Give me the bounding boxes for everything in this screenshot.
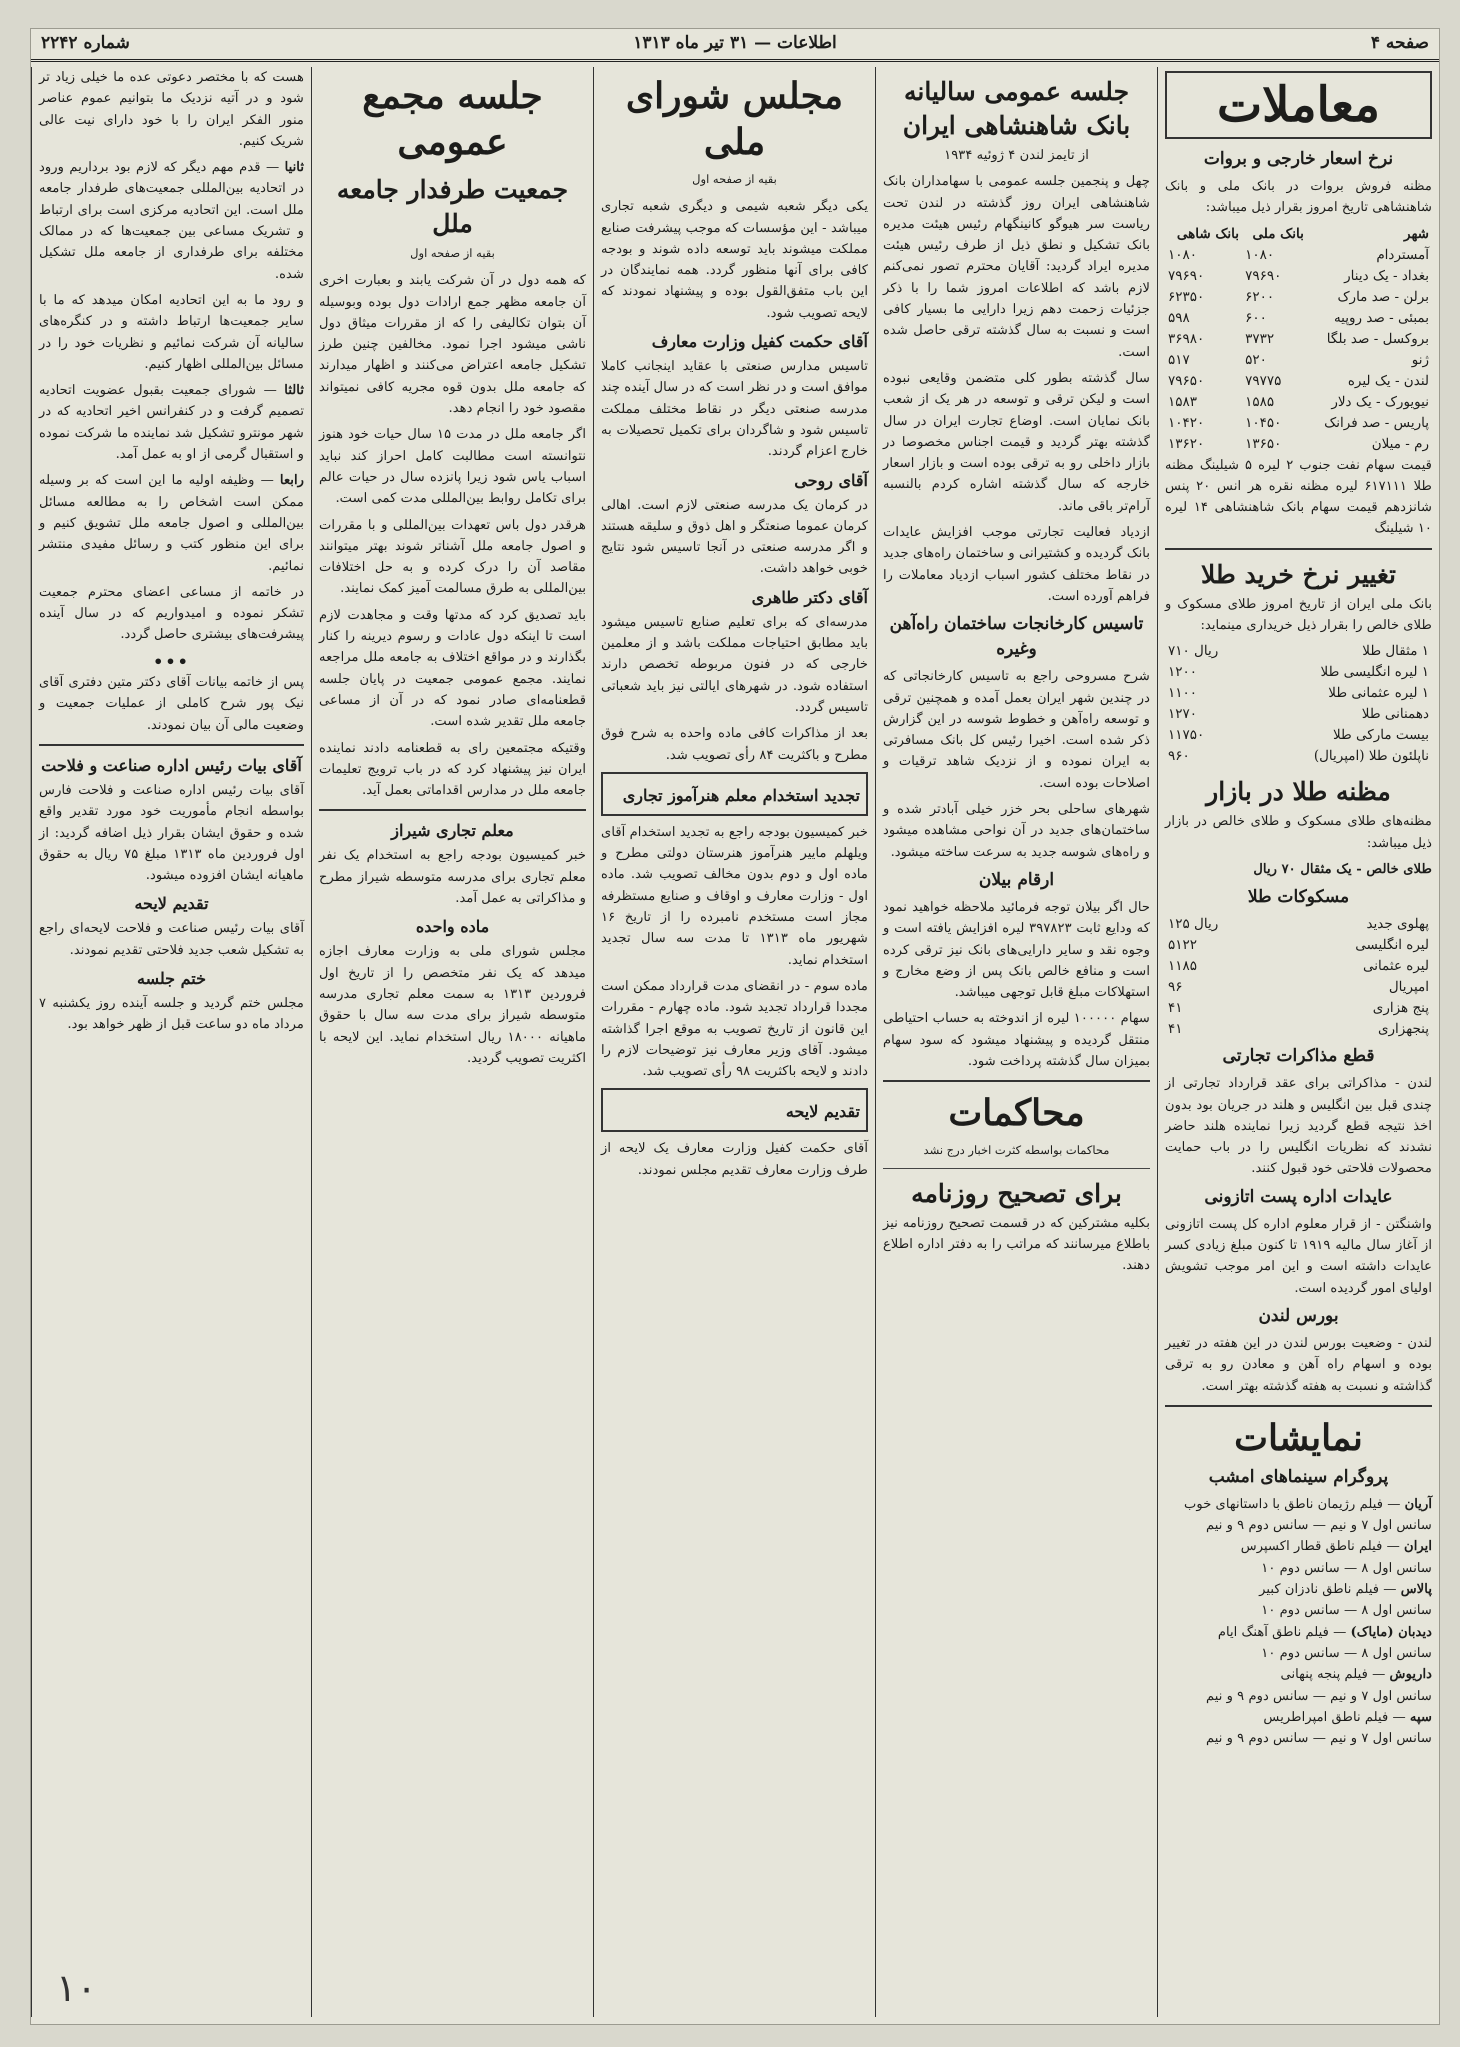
c5-label-2: ثانیا <box>284 160 304 176</box>
cinema-times: سانس اول ۸ — سانس دوم ۱۰ <box>1261 1603 1432 1619</box>
table-row <box>1165 914 1432 935</box>
divider <box>319 809 586 811</box>
rouhi-subtitle: آقای روحی <box>794 470 868 490</box>
table-row <box>1165 641 1432 662</box>
table-row <box>1165 935 1432 956</box>
rate-city: نیویورک - یک دلار <box>1331 393 1429 410</box>
divider <box>1165 1405 1432 1407</box>
column-bank-meeting <box>875 67 1157 2017</box>
cinema-times: سانس اول ۸ — سانس دوم ۱۰ <box>1261 1645 1432 1661</box>
gold-item: ناپلئون طلا (امپریال) <box>1313 748 1429 765</box>
shiraz-teacher-title: معلم تجاری شیراز <box>391 821 514 841</box>
table-row <box>1165 287 1432 308</box>
taheri-subtitle: آقای دکتر طاهری <box>751 587 868 607</box>
rate-shahi: ۳۶۹۸۰ <box>1168 330 1205 347</box>
rate-melli: ۱۰۴۵۰ <box>1245 414 1282 431</box>
c5-label-4: رابعا <box>279 473 305 489</box>
divider <box>883 1168 1150 1169</box>
bayat-title: آقای بیات رئیس اداره صناعت و فلاحت <box>41 755 302 775</box>
table-row <box>1165 308 1432 329</box>
coin-name: لیره عثمانی <box>1362 958 1429 975</box>
cinema-film: فیلم پنجه پنهانی <box>1280 1667 1368 1683</box>
masthead <box>31 29 1439 62</box>
coin-name: لیره انگلیسی <box>1355 937 1429 954</box>
balance-subtitle: ارقام بیلان <box>978 869 1055 890</box>
c5-text-3: و رود ما به این اتحادیه امکان میدهد که ما با سایر جمعیت‌ها ارتباط داشته و در کنگره‌های سالیانه آن شرکت نمائیم و نظریات خود را در مسائل بین‌المللی اظهار کنیم. <box>39 292 304 372</box>
gold-title: تغییر نرخ خرید طلا <box>1200 559 1397 589</box>
rates-table <box>1165 224 1432 455</box>
general-assembly-subtitle: جمعیت طرفدار جامعه ملل <box>336 175 569 238</box>
cinema-film: فیلم ناطق نادزان کبیر <box>1259 1582 1380 1598</box>
list-item: دیدبان (مایاک) — فیلم ناطق آهنگ ایام سانس اول ۸ — سانس دوم ۱۰ <box>1217 1624 1432 1661</box>
rate-city: بروکسل - صد بلگا <box>1326 330 1429 347</box>
page-label: صفحه ۴ <box>1370 33 1429 53</box>
cinema-times: سانس اول ۷ و نیم — سانس دوم ۹ و نیم <box>1205 1688 1432 1704</box>
bill-title: تقدیم لایحه <box>134 894 209 914</box>
factories-subtitle: تاسیس کارخانجات ساختمان راه‌آهن وغیره <box>889 614 1144 660</box>
table-row <box>1165 704 1432 725</box>
rate-melli: ۷۹۷۷۵ <box>1245 372 1282 389</box>
coin-name: پنج هزاری <box>1372 1000 1429 1017</box>
table-row <box>1165 746 1432 767</box>
assembly-text-7: ماده سوم - در انقضای مدت قرارداد ممکن است مجددا قرارداد تجدید شود. ماده چهارم - مقررات این قانون از تاریخ تصویب به موقع اجرا گذاشته میشود. آقای وزیر معارف نیز توضیحات لازم را دادند و لایحه باکثریت ۹۸ رأی تصویب شد. <box>601 978 868 1080</box>
list-item: داریوش — فیلم پنجه پنهانی سانس اول ۷ و نیم — سانس دوم ۹ و نیم <box>1205 1667 1432 1704</box>
rate-melli: ۶۰۰ <box>1245 309 1267 326</box>
bank-text-4: شرح مسروحی راجع به تاسیس کارخانجاتی که در چندین شهر ایران بعمل آمده و همچنین ترقی و توسعه راه‌آهن و خطوط شوسه در این گزارش ذکر شده است. اخیرا رئیس کل بانک مسافرتی به ایران نموده و از نزدیک شاهد ترقیات و اصلاحات بوده است. <box>883 669 1150 791</box>
separator: ••• <box>153 651 190 671</box>
assembly-title: مجلس شورای ملی <box>625 75 844 163</box>
bank-meeting-title: جلسه عمومی سالیانه بانک شاهنشاهی ایران <box>902 77 1131 140</box>
assembly-text-4: مدرسه‌ای که برای تعلیم صنایع تاسیس میشود باید مطابق احتیاجات مملکت باشد و از معلمین خارجی که در فنون مربوطه تخصص دارند استفاده شود. در شهرهای ایالتی نیز باید شعباتی تاسیس گردد. <box>601 614 868 715</box>
cinema-film: فیلم رژیمان ناطق با داستانهای خوب <box>1183 1496 1384 1512</box>
table-row <box>1165 329 1432 350</box>
rate-city: رم - میلان <box>1371 435 1429 452</box>
gold-item: ۱ لیره انگلیسی طلا <box>1320 664 1429 681</box>
gold-price: ۹۶۰ <box>1168 748 1190 765</box>
table-row <box>1165 956 1432 977</box>
rate-shahi: ۷۹۶۵۰ <box>1168 372 1205 389</box>
coin-price: ۴۱ <box>1168 1021 1183 1038</box>
rate-shahi: ۶۲۳۵۰ <box>1168 288 1205 305</box>
column-general-assembly <box>311 67 593 2017</box>
assembly-text-8: آقای حکمت کفیل وزارت معارف یک لایحه از طرف وزارت معارف تقدیم مجلس نمودند. <box>601 1141 868 1178</box>
coin-price: ۹۶ <box>1168 979 1183 996</box>
table-row <box>1165 413 1432 434</box>
rate-city: بمبئی - صد روپیه <box>1333 309 1429 326</box>
cinema-film: فیلم ناطق امپراطریس <box>1263 1709 1389 1725</box>
coins-table <box>1165 914 1432 1040</box>
column-transactions <box>1157 67 1439 2017</box>
bill-box <box>601 1088 868 1132</box>
bank-dateline: از تایمز لندن ۴ ژوئیه ۱۹۳۴ <box>944 148 1089 163</box>
table-row <box>1165 392 1432 413</box>
shows-subtitle: پروگرام سینماهای امشب <box>1208 1466 1389 1487</box>
table-row <box>1165 245 1432 266</box>
rate-shahi: ۵۹۸ <box>1168 309 1190 326</box>
table-row <box>1165 434 1432 455</box>
coin-price: ۴۱ <box>1168 1000 1183 1017</box>
c5-text-2: قدم مهم دیگر که لازم بود برداریم ورود در اتحادیه بین‌المللی جمعیت‌های طرفدار جامعه ملل است. این اتحادیه مرکزی است برای ارتباط و تشریک مساعی بین جمعیت‌ها که در ممالک مختلفه برای طرفداری از جامعه ملل تشکیل شده. <box>39 160 304 282</box>
table-row <box>1165 683 1432 704</box>
gold-table <box>1165 641 1432 767</box>
c5-label-3: ثالثا <box>284 383 305 399</box>
bank-text-3: ازدیاد فعالیت تجارتی موجب افزایش عایدات بانک گردیده و کشتیرانی و ساختمان راه‌های جدید در نقاط مختلف کشور اسباب ازدیاد معاملات را فراهم آورده است. <box>883 525 1150 604</box>
assembly-cont: بقیه از صفحه اول <box>692 172 777 186</box>
market-title: مظنه طلا در بازار <box>1206 777 1391 807</box>
table-row <box>1165 725 1432 746</box>
assembly-text-2: تاسیس مدارس صنعتی با عقاید اینجانب کاملا موافق است و در نظر است که در سال آینده چند مدرسه صنعتی دیگر در نقاط مختلف مملکت تاسیس شود و شاگردان برای تکمیل تحصیلات به خارج اعزام گردند. <box>601 359 868 460</box>
rate-shahi: ۵۱۷ <box>1168 351 1190 368</box>
table-row <box>1165 350 1432 371</box>
rates-footnote: قیمت سهام نفت جنوب ۲ لیره ۵ شیلینگ مظنه طلا ۶۱۷۱۱۱ لیره مظنه نقره هر انس ۲۰ پنس شانزدهم قیمت سهام بانک شاهنشاهی ۱۴ لیره ۱۰ شیلینگ <box>1165 457 1433 537</box>
c5-text-9: آقای بیات رئیس صناعت و فلاحت لایحه‌ای راجع به تشکیل شعب جدید فلاحتی تقدیم نمودند. <box>39 921 304 958</box>
trade-text: لندن - مذاکراتی برای عقد قرارداد تجارتی از چندی قبل بین انگلیس و هلند در جریان بود بدون اخذ نتیجه قطع گردید زیرا نماینده هلند حاضر نشدند که نظریات انگلیس را در باب حمایت محصولات فلاحتی خود قبول کنند. <box>1165 1076 1432 1177</box>
c5-text-5: وظیفه اولیه ما این است که بر وسیله ممکن است اشخاص را به مطالعه مسائل بین‌المللی و اصول جامعه ملل تشویق کنیم و برای این منظور کتب و رسائل مفیدی منتشر نمائیم. <box>39 473 304 574</box>
rate-city: لندن - یک لیره <box>1347 372 1429 389</box>
cinema-name: پالاس <box>1400 1582 1432 1598</box>
session-end-title: ختم جلسه <box>137 968 206 988</box>
ga-text-2: اگر جامعه ملل در مدت ۱۵ سال حیات خود هنوز نتوانسته است مطالبت کامل احراز کند نباید اسباب یاس شود زیرا پانزده سال در حیات عالم برای تکامل روابط بین‌المللی مدت کمی است. <box>319 427 587 507</box>
rate-melli: ۳۷۳۲ <box>1245 330 1275 347</box>
cinema-name: ایران <box>1404 1539 1432 1555</box>
coin-name: پنجهزاری <box>1377 1021 1429 1038</box>
gold-price: ۱۱۷۵۰ <box>1168 727 1205 744</box>
coin-price: ۱۲۵ ریال <box>1168 916 1219 933</box>
coin-name: پهلوی جدید <box>1366 916 1429 933</box>
cinema-times: سانس اول ۷ و نیم — سانس دوم ۹ و نیم <box>1205 1518 1432 1534</box>
table-row <box>1165 1019 1432 1040</box>
ga-text-4: باید تصدیق کرد که مدتها وقت و مجاهدت لازم است تا اینکه دول عادات و رسوم دیرینه را کنار بگذارند و در مواقع اختلاف به جامعه ملل مراجعه نمایند. مجمع عمومی جمعیت در پایان جلسه قطعنامه‌ای صادر نمود که در آن از مساعی جامعه ملل تقدیر شده است. <box>319 607 586 730</box>
c5-text-4: شورای جمعیت بقبول عضویت اتحادیه تصمیم گرفت و در کنفرانس اخیر اتحادیه که در شهر مونترو تشکیل شد نماینده ما شرکت نموده و استقبال گرمی از او به عمل آمد. <box>39 383 304 463</box>
c5-text-10: مجلس ختم گردید و جلسه آینده روز یکشنبه ۷ مرداد ماه دو ساعت قبل از ظهر خواهد بود. <box>39 995 304 1033</box>
bourse-title: بورس لندن <box>1258 1305 1339 1326</box>
rate-shahi: ۱۰۸۰ <box>1168 246 1198 263</box>
general-assembly-title: جلسه مجمع عمومی <box>362 75 543 163</box>
transactions-title: معاملات <box>1165 71 1432 139</box>
table-row <box>1165 662 1432 683</box>
correction-text: بکلیه مشترکین که در قسمت تصحیح روزنامه نیز باطلاع میرسانند که مراتب را به دفتر اداره اطلاع دهند. <box>883 1215 1150 1274</box>
ga-text-5: وقتیکه مجتمعین رای به قطعنامه دادند نماینده ایران نیز پیشنهاد کرد که در باب ترویج تعلیمات جامعه ملل در مدارس اقداماتی بعمل آید. <box>319 740 586 799</box>
revenue-text: واشنگتن - از قرار معلوم اداره کل پست اتازونی از آغاز سال مالیه ۱۹۱۹ تا کنون مبلغ زیادی کسر عایدات داشته است و این امر موجب تشویش اولیای امور گردیده است. <box>1165 1216 1433 1296</box>
assembly-text-1: یکی دیگر شعبه شیمی و دیگری شعبه تجاری میباشد - این مؤسسات که موجب پیشرفت صنایع مملکت میشوند باید توسعه داده شوند و بودجه کافی برای آنها منظور گردد. همه نمایندگان در این باب متفق‌القول بوده و پیشنهاد نمودند که لایحه تصویب شود. <box>601 199 868 321</box>
trade-title: قطع مذاکرات تجارتی <box>1222 1046 1375 1067</box>
rates-header-shahi: بانک شاهی <box>1176 225 1240 242</box>
ga-text-7: مجلس شورای ملی به وزارت معارف اجازه میدهد که یک نفر متخصص را از تاریخ اول فروردین ۱۳۱۳ به سمت معلم تجاری مدرسه متوسطه شیراز برای مدت سه سال با حقوق ماهیانه ۱۸۰۰۰ ریال استخدام نماید. این لایحه با اکثریت تصویب گردید. <box>319 944 587 1066</box>
c5-text-8: آقای بیات رئیس اداره صناعت و فلاحت فارس بواسطه انجام مأموریت خود مورد تقدیر واقع شده و حقوق ایشان بقرار ذیل اضافه گردید: از اول فروردین ماه ۱۳۱۳ مبلغ ۷۵ ریال به حقوق ماهیانه ایشان افزوده میشود. <box>39 782 304 884</box>
bank-text-5: شهرهای ساحلی بحر خزر خیلی آبادتر شده و ساختمان‌های جدید در آن نواحی مشاهده میشود و راه‌های شوسه جدید به سرعت ساخته میشود. <box>883 802 1150 860</box>
coin-price: ۱۱۸۵ <box>1168 958 1198 975</box>
rate-melli: ۱۵۸۵ <box>1245 393 1275 410</box>
courts-note: محاکمات بواسطه کثرت اخبار درج نشد <box>923 1143 1110 1158</box>
gold-item: ۱ مثقال طلا <box>1362 643 1429 660</box>
bill-subtitle: تقدیم لایحه <box>785 1102 860 1122</box>
page-number: ۱۰ <box>56 1966 97 2010</box>
assembly-text-6: خبر کمیسیون بودجه راجع به تجدید استخدام آقای ویلهلم ماییر هنرآموز هنرستان دولتی مطرح و ماده اول و دوم بدون مخالف تصویب شد. ماده اول - وزارت معارف و اوقاف و صنایع مستظرفه مجاز است مستخدم نامبرده را از تاریخ ۱۶ شهریور ماه ۱۳۱۳ تا مدت سه سال تجدید استخدام نماید. <box>601 824 868 968</box>
list-item: آریان — فیلم رژیمان ناطق با داستانهای خوب سانس اول ۷ و نیم — سانس دوم ۹ و نیم <box>1183 1496 1432 1534</box>
coin-name: امپریال <box>1388 979 1429 996</box>
c5-text-7: پس از خاتمه بیانات آقای دکتر متین دفتری آقای نیک پور شرح کاملی از عملیات جمعیت و وضعیت مالی آن بیان نمودند. <box>39 675 304 733</box>
newspaper-page <box>30 28 1440 2025</box>
gold-price: ۷۱۰ ریال <box>1168 643 1219 660</box>
rate-shahi: ۱۵۸۳ <box>1168 393 1198 410</box>
bank-text-7: سهام ۱۰۰۰۰۰ لیره از اندوخته به حساب احتیاطی منتقل گردیده و پیشنهاد میشود که سود سهام بمیزان سال گذشته پرداخت شود. <box>883 1011 1150 1069</box>
cinema-name: آریان <box>1404 1496 1432 1512</box>
rate-melli: ۶۲۰۰ <box>1245 288 1275 305</box>
cinema-times: سانس اول ۸ — سانس دوم ۱۰ <box>1261 1560 1432 1576</box>
rates-note: مظنه فروش بروات در بانک ملی و بانک شاهنشاهی تاریخ امروز بقرار ذیل میباشد: <box>1165 179 1432 216</box>
revenue-title: عایدات اداره پست اتازونی <box>1204 1186 1393 1207</box>
rate-city: ژنو <box>1411 351 1429 368</box>
cinema-name: داریوش <box>1389 1667 1432 1683</box>
gold-item: بیست مارکی طلا <box>1332 727 1429 744</box>
trade-teacher-subtitle: تجدید استخدام معلم هنرآموز تجاری <box>622 785 860 805</box>
divider <box>39 744 304 746</box>
trade-teacher-box <box>601 772 868 816</box>
rate-shahi: ۱۳۶۲۰ <box>1168 435 1205 452</box>
cinema-name: دیدبان (مایاک) <box>1350 1624 1432 1640</box>
table-row <box>1165 977 1432 998</box>
assembly-text-3: در کرمان یک مدرسه صنعتی لازم است. اهالی کرمان عموما صنعتگر و اهل ذوق و سلیقه هستند و اگر مدرسه صنعتی در آنجا تاسیس شود نتایج خوبی خواهد داشت. <box>601 497 868 577</box>
list-item: ایران — فیلم ناطق قطار اکسپرس سانس اول ۸ — سانس دوم ۱۰ <box>1240 1539 1432 1576</box>
rate-city: بغداد - یک دینار <box>1344 267 1429 284</box>
cinema-film: فیلم ناطق آهنگ ایام <box>1217 1624 1329 1640</box>
assembly-text-5: بعد از مذاکرات کافی ماده واحده به شرح فوق مطرح و باکثریت ۸۴ رأی تصویب شد. <box>601 726 868 763</box>
single-article-title: ماده واحده <box>415 917 490 937</box>
pure-gold: طلای خالص - یک مثقال ۷۰ ریال <box>1253 861 1432 877</box>
ga-text-1: که همه دول در آن شرکت یابند و بعبارت اخری آن جامعه مظهر جمع ارادات دول بوده وبوسیله آن بتوان تکالیفی را که از مقررات میثاق دول ناشی میشود اجرا نمود. مخالفین چنین طرز تشکیل جامعه اعتراض می‌کنند و اظهار میدارند که جامعه ملل بدون قوه مجریه کافی نمیتواند مقصود خود را انجام دهد. <box>319 273 586 417</box>
gold-item: دهمنانی طلا <box>1361 706 1429 723</box>
divider <box>1165 548 1432 550</box>
table-row <box>1165 371 1432 392</box>
bank-text-6: حال اگر بیلان توجه فرمائید ملاحظه خواهید نمود که ودایع ثابت ۳۹۷۸۲۳ لیره افزایش یافته است و وجوه نقد و سایر دارایی‌های بانک نیز ترقی کرده است و منافع خالص بانک پس از وضع مخارج و استهلاکات مبلغ قابل توجهی میباشد. <box>883 899 1151 1001</box>
table-row <box>1165 998 1432 1019</box>
correction-title: برای تصحیح روزنامه <box>911 1178 1122 1208</box>
bourse-text: لندن - وضعیت بورس لندن در این هفته در تغییر بوده و اسهام راه آهن و معادن رو به ترقی گذاشته و نسبت به هفته گذشته بهتر است. <box>1165 1335 1432 1394</box>
gold-price: ۱۲۰۰ <box>1168 664 1198 681</box>
rate-city: برلن - صد مارک <box>1337 288 1429 305</box>
column-continued: هست که با مختصر دعوتی عده ما خیلی زیاد تر شود و در آتیه نزدیک ما بتوانیم عموم عناصر منور الفکر ایران را با خود دارای نیت عالی شریک کنیم. ثانیا — قدم مهم دیگر که لازم بود برداریم ورود در اتحادیه بین‌المللی جمعیت‌های طرفدار جامعه ملل است. این اتحادیه مرکزی است برای ارتباط و تشریک مساعی بین جمعیت‌ها که در ممالک مختلفه برای طرفداری از جامعه ملل تشکیل شده. و رود ما به این اتحادیه امکان میدهد که ما با سایر جمعیت‌ها ارتباط داشته و در کنگره‌های سالیانه آن شرکت نمائیم و نظریات خود را در مسائل بین‌المللی اظهار کنیم. ثالثا — شورای جمعیت بقبول عضویت اتحادیه تصمیم گرفت و در کنفرانس اخیر اتحادیه که در شهر مونترو تشکیل شد نماینده ما شرکت نموده و استقبال گرمی از او به عمل آمد. رابعا — وظیفه اولیه ما این است که بر وسیله ممکن است اشخاص را به مطالعه مسائل بین‌المللی و اصول جامعه ملل تشویق کنیم و برای این منظور کتب و رسائل مفیدی منتشر نمائیم. در خاتمه از مساعی اعضای محترم جمعیت تشکر نموده و امیدواریم که در سال آینده پیشرفت‌های بیشتری حاصل گردد. ••• پس از خاتمه بیانات آقای دکتر متین دفتری آقای نیک پور شرح کاملی از عملیات جمعیت و وضعیت مالی آن بیان نمودند. آقای بیات رئیس اداره صناعت و فلاحت آقای بیات رئیس اداره صناعت و فلاحت فارس بواسطه انجام مأموریت خود مورد تقدیر واقع شده و حقوق ایشان بقرار ذیل اضافه گردید: از اول فروردین ماه ۱۳۱۳ مبلغ ۷۵ ریال به حقوق ماهیانه ایشان افزوده میشود. تقدیم لایحه آقای بیات رئیس صناعت و فلاحت لایحه‌ای راجع به تشکیل شعب جدید فلاحتی تقدیم نمودند. ختم جلسه مجلس ختم گردید و جلسه آینده روز یکشنبه ۷ مرداد ماه دو ساعت قبل از ظهر خواهد بود. <box>31 67 311 2017</box>
cinema-times: سانس اول ۷ و نیم — سانس دوم ۹ و نیم <box>1205 1731 1432 1747</box>
cinema-film: فیلم ناطق قطار اکسپرس <box>1240 1539 1383 1555</box>
ga-text-6: خبر کمیسیون بودجه راجع به استخدام یک نفر معلم تجاری برای مدرسه متوسطه شیراز مطرح و مذاکراتی به عمل آمد. <box>319 848 586 907</box>
rates-header-row <box>1165 224 1432 245</box>
c5-text-1: هست که با مختصر دعوتی عده ما خیلی زیاد تر شود و در آتیه نزدیک ما بتوانیم عموم عناصر منور الفکر ایران را با خود دارای نیت عالی شریک کنیم. <box>39 70 304 149</box>
courts-title: محاکمات <box>948 1092 1085 1135</box>
gold-price: ۱۲۷۰ <box>1168 706 1198 723</box>
coin-price: ۵۱۲۲ <box>1168 937 1198 954</box>
rate-shahi: ۷۹۶۹۰ <box>1168 267 1205 284</box>
market-text: مظنه‌های طلای مسکوک و طلای خالص در بازار ذیل میباشد: <box>1165 814 1432 851</box>
newspaper-date: اطلاعات — ۳۱ تیر ماه ۱۳۱۳ <box>633 33 837 53</box>
rates-header-melli: بانک ملی <box>1252 225 1304 242</box>
list-item: سپه — فیلم ناطق امپراطریس سانس اول ۷ و نیم — سانس دوم ۹ و نیم <box>1205 1709 1432 1747</box>
hekmat-subtitle: آقای حکمت کفیل وزارت معارف <box>651 332 868 352</box>
rate-shahi: ۱۰۴۲۰ <box>1168 414 1205 431</box>
list-item: پالاس — فیلم ناطق نادزان کبیر سانس اول ۸ — سانس دوم ۱۰ <box>1259 1582 1432 1619</box>
rates-header-city: شهر <box>1404 225 1429 242</box>
gold-item: ۱ لیره عثمانی طلا <box>1328 685 1429 702</box>
cinema-name: سپه <box>1409 1709 1432 1725</box>
general-assembly-cont: بقیه از صفحه اول <box>410 246 495 260</box>
bank-text-1: چهل و پنجمین جلسه عمومی با سهامداران بانک شاهنشاهی ایران روز گذشته در لندن تحت ریاست سر هیوگو کانینگهام رئیس هیئت مدیره بانک تشکیل و نطق ذیل از طرف رئیس هیئت مدیره ایراد گردید: آقایان محترم تصور نمی‌کنم لازم باشد که اطلاعات امروز شما را با ذکر جزئیات زحمت دهم زیرا دارایی ما بسیار کافی است و نسبت به سال گذشته ترقی حاصل شده است. <box>883 174 1150 360</box>
rates-title: نرخ اسعار خارجی و بروات <box>1203 149 1394 169</box>
shows-title: نمایشات <box>1234 1416 1363 1459</box>
ga-text-3: هرقدر دول باس تعهدات بین‌المللی و با مقررات و اصول جامعه ملل آشناتر شوند بهتر میتوانند مقاصد آن را درک کرده و به حل اختلافات بین‌المللی به طرق مسالمت آمیز کمک نمایند. <box>319 517 586 597</box>
gold-price: ۱۱۰۰ <box>1168 685 1198 702</box>
rate-city: پاریس - صد فرانک <box>1324 414 1429 431</box>
divider <box>883 1080 1150 1082</box>
c5-text-6: در خاتمه از مساعی اعضای محترم جمعیت تشکر نموده و امیدواریم که در سال آینده پیشرفت‌های بیشتری حاصل گردد. <box>39 584 304 643</box>
rate-melli: ۱۳۶۵۰ <box>1245 435 1282 452</box>
rate-city: آمستردام <box>1376 246 1429 263</box>
rate-melli: ۷۹۶۹۰ <box>1245 267 1282 284</box>
gold-note: بانک ملی ایران از تاریخ امروز طلای مسکوک و طلای خالص را بقرار ذیل خریداری مینماید: <box>1165 596 1432 634</box>
column-assembly <box>593 67 875 2017</box>
rate-melli: ۱۰۸۰ <box>1245 246 1275 263</box>
rate-melli: ۵۲۰ <box>1245 351 1267 368</box>
issue-number: شماره ۲۲۴۲ <box>41 33 130 53</box>
table-row <box>1165 266 1432 287</box>
bank-text-2: سال گذشته بطور کلی متضمن وقایعی نبوده است و لیکن ترقی و توسعه در هر یک از شعب بانک نمایان است. اوضاع تجارت ایران در سال گذشته بهتر گردید و قیمت اجناس مخصوصا در بازار داخلی رو به ترقی بوده است و بازار اسعار خارجه که سال گذشته اشاره کردم بالنسبه آرام‌تر باقی ماند. <box>883 370 1150 514</box>
coins-title: مسکوکات طلا <box>1247 887 1350 908</box>
